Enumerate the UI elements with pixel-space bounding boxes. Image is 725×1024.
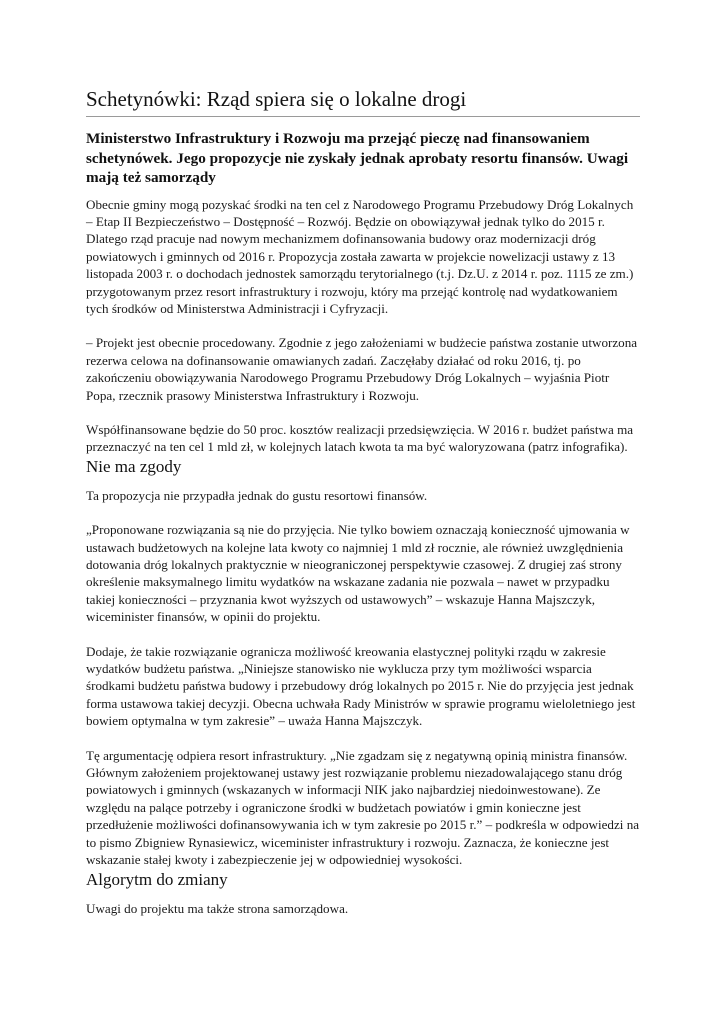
paragraph-majszczyk-adds: Dodaje, że takie rozwiązanie ogranicza możliwość kreowania elastycznej polityki rządu w zakresie wydatków budżetu państwa. „Niniejsze stanowisko nie wyklucza przy tym możliwości wsparcia środkami budżetu państwa budowy i przebudowy dróg lokalnych po 2015 r. Nie do przyjęcia jest jednak forma ustawowa takiej decyzji. Obecna uchwała Rady Ministrów w sprawie programu wieloletniego jest bowiem optymalna w tym zakresie” – uważa Hanna Majszczyk. bbox=[86, 643, 636, 729]
section-heading-algorytm-do-zmiany: Algorytm do zmiany bbox=[86, 869, 228, 889]
paragraph-cofinancing: Współfinansowane będzie do 50 proc. kosztów realizacji przedsięwzięcia. W 2016 r. budżet państwa ma przeznaczyć na ten cel 1 mld zł, w kolejnych latach kwota ta ma być waloryzowana (patrz infografika). bbox=[86, 421, 634, 455]
paragraph-intro: Obecnie gminy mogą pozyskać środki na ten cel z Narodowego Programu Przebudowy Dróg Lokalnych – Etap II Bezpieczeństwo – Dostępność – Rozwój. Będzie on obowiązywał jednak tylko do 2015 r. Dlatego rząd pracuje nad nowym mechanizmem dofinansowania budowy oraz modernizacji dróg powiatowych i gminnych od 2016 r. Propozycja została zawarta w projekcie nowelizacji ustawy z 13 listopada 2003 r. o dochodach jednostek samorządu terytorialnego (t.j. Dz.U. z 2014 r. poz. 1115 ze zm.) przygotowanym przez resort infrastruktury i rozwoju, który ma przejąć kontrolę nad wydatkowaniem tych środków od Ministerstwa Administracji i Cyfryzacji. bbox=[86, 196, 634, 316]
paragraph-local-government: Uwagi do projektu ma także strona samorządowa. bbox=[86, 900, 349, 916]
section-heading-nie-ma-zgody: Nie ma zgody bbox=[86, 456, 182, 476]
article-title: Schetynówki: Rząd spiera się o lokalne drogi bbox=[86, 86, 640, 117]
paragraph-majszczyk-quote: „Proponowane rozwiązania są nie do przyjęcia. Nie tylko bowiem oznaczają konieczność ujmowania w ustawach budżetowych na kolejne lata kwoty co najmniej 1 mld zł rocznie, ale również uwzględnienia dotowania dróg lokalnych praktycznie w nieograniczonej perspektywie czasowej. Z drugiej zaś strony określenie maksymalnego limitu wydatków na wskazane zadania nie pozwala – nawet w przypadku takiej konieczności – przyznania kwot wyższych od ustawowych” – wskazuje Hanna Majszczyk, wiceminister finansów, w opinii do projektu. bbox=[86, 522, 630, 625]
paragraph-finance-disapproval: Ta propozycja nie przypadła jednak do gustu resortowi finansów. bbox=[86, 487, 428, 503]
article-lead: Ministerstwo Infrastruktury i Rozwoju ma przejąć pieczę nad finansowaniem schetynówek. Jego propozycje nie zyskały jednak aprobaty resortu finansów. Uwagi mają też samorządy bbox=[86, 130, 629, 186]
paragraph-rynasiewicz-reply: Tę argumentację odpiera resort infrastruktury. „Nie zgadzam się z negatywną opinią ministra finansów. Głównym założeniem projektowanej ustawy jest rozwiązanie problemu niezadowalającego stanu dróg powiatowych i gminnych (wskazanych w informacji NIK jako najbardziej niedoinwestowane). Ze względu na palące potrzeby i ograniczone środki w budżetach powiatów i gmin konieczne jest przedłużenie możliwości dofinansowywania ich w tym zakresie po 2015 r.” – podkreśla w odpowiedzi na to pismo Zbigniew Rynasiewicz, wiceminister infrastruktury i rozwoju. Zaznacza, że konieczne jest wskazanie stałej kwoty i zabezpieczenie jej w odpowiedniej wysokości. bbox=[86, 747, 640, 868]
article bbox=[86, 86, 640, 917]
paragraph-project: – Projekt jest obecnie procedowany. Zgodnie z jego założeniami w budżecie państwa zostanie utworzona rezerwa celowa na dofinansowanie omawianych zadań. Zaczęłaby działać od roku 2016, tj. po zakończeniu obowiązywania Narodowego Programu Przebudowy Dróg Lokalnych – wyjaśnia Piotr Popa, rzecznik prasowy Ministerstwa Infrastruktury i Rozwoju. bbox=[86, 335, 638, 403]
